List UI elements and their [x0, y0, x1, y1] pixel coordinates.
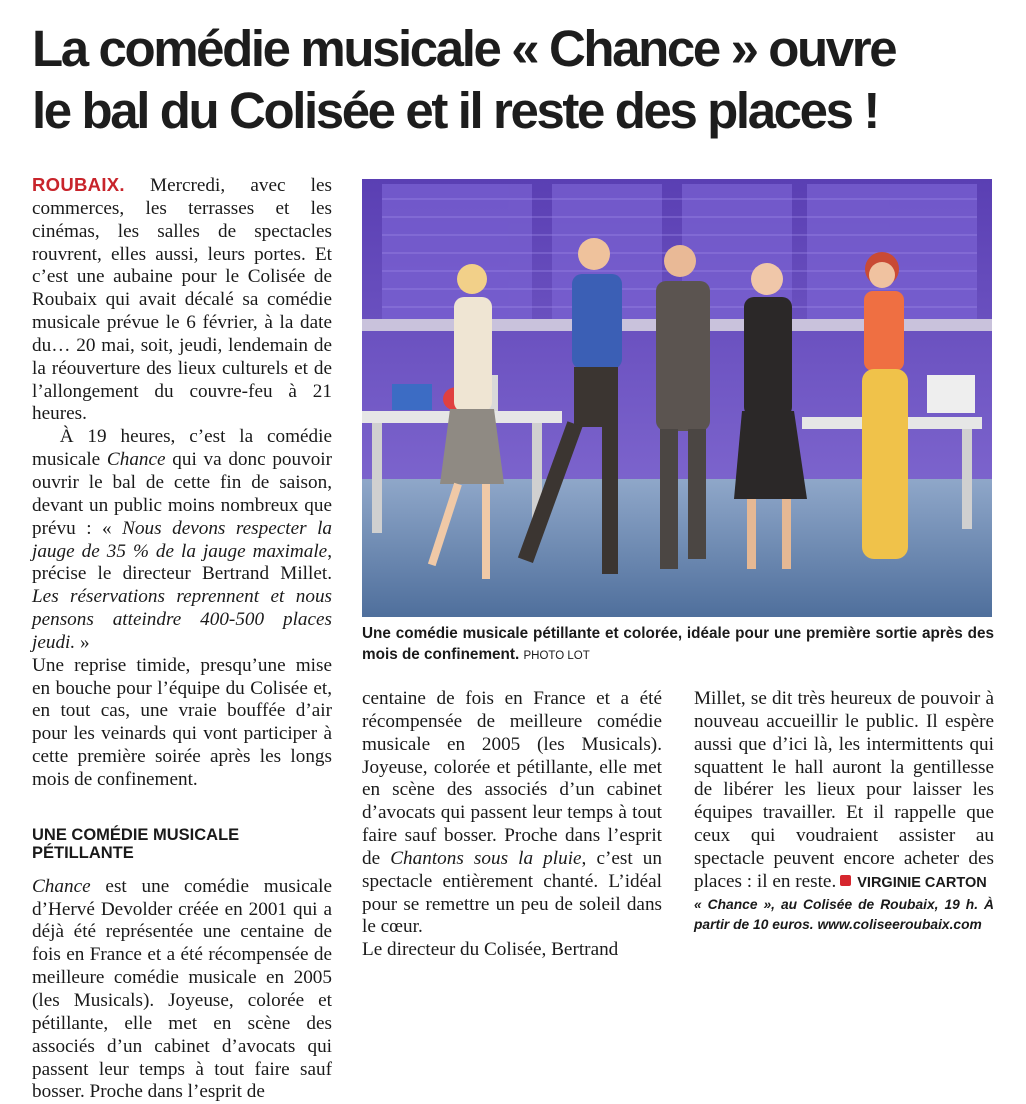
- paragraph-3: Une reprise timide, presqu’une mise en bouche pour l’équipe du Colisée et, en tout cas, une vraie bouffée d’air pour les veinards qui vont participer à cette première soirée après les longs mois de confinement.: [32, 654, 332, 790]
- paragraph-1-text: Mercredi, avec les commerces, les terrasses et les cinémas, les salles de spectacles rouvrent, elles aussi, leurs portes. Et c’est une aubaine pour le Colisée de Roubaix qui avait décalé sa comédie musicale prévue le 6 février, à la date du… 20 mai, soit, jeudi, lendemain de la réouverture des lieux culturels et de l’allongement du couvre-feu à 21 heures.: [32, 175, 332, 425]
- article-column-2: [362, 688, 662, 962]
- paragraph-2-text: À 19 heures, c’est la comédie musicale: [32, 426, 332, 471]
- kicker: ROUBAIX.: [32, 174, 125, 195]
- headline-line-1: La comédie musicale « Chance » ouvre: [32, 20, 896, 77]
- photo-credit: PHOTO LOT: [523, 650, 590, 662]
- paragraph-5-continued: [694, 688, 994, 895]
- paragraph-4-rest: , c’est un spectacle entièrement chanté. L’idéal pour se remettre un peu de soleil dans le cœur.: [362, 847, 662, 938]
- subhead: UNE COMÉDIE MUSICALE PÉTILLANTE: [32, 825, 240, 862]
- quote-part-1: Nous devons respecter la jauge de 35 % de la jauge maximale: [32, 517, 333, 562]
- article-column-1: [32, 174, 332, 1104]
- article-column-3: [694, 688, 994, 935]
- paragraph-2-rest: qui va donc pouvoir ouvrir le bal de cette fin de saison, devant un public moins nombreux que prévu :: [32, 449, 333, 539]
- paragraph-1: [32, 174, 332, 426]
- show-title-2: Chance: [32, 875, 91, 897]
- quote-attribution: , précise le directeur Bertrand Millet.: [32, 540, 332, 585]
- headline-line-2: le bal du Colisée et il reste des places !: [32, 82, 878, 139]
- quote-part-2: Les réservations reprennent et nous pensons atteindre 400-500 places jeudi.: [32, 586, 332, 653]
- photo-caption: [362, 623, 994, 667]
- paragraph-2: [32, 426, 332, 654]
- paragraph-5-text: Millet, se dit très heureux de pouvoir à nouveau accueillir le public. Il espère aussi que d’ici là, les intermittents qui squattent le hall auront la gentillesse de libérer les lieux pour laisser les équipes travailler. Et il rappelle que ceux qui voudraient assister au spectacle peuvent encore acheter des places : il en reste.: [694, 688, 994, 892]
- paragraph-4-continued: centaine de fois en France et a été récompensée de meilleure comédie musicale en 2005 (les Musicals). Joyeuse, colorée et pétillante, elle met en scène des associés d’un cabinet d’avocats qui passent leur temps à tout faire sauf bosser. Proche dans l’esprit de Chantons sous la pluie, c’est un spectacle entièrement chanté. L’idéal pour se remettre un peu de soleil dans le cœur.: [362, 688, 662, 938]
- stage-photo: [362, 179, 992, 617]
- show-title: Chance: [106, 449, 166, 471]
- paragraph-5-start: Le directeur du Colisée, Bertrand: [362, 939, 619, 961]
- paragraph-4-text: est une comédie musicale d’Hervé Devolder créée en 2001 qui a déjà été représentée une centaine de fois en France et a été récompensée de meilleure comédie musicale en 2005 (les Musicals). Joyeuse, colorée et pétillante, elle met en scène des associés d’un cabinet d’avocats qui passent leur temps à tout faire sauf bosser. Proche dans l’esprit de: [32, 875, 332, 1103]
- quote-open: «: [102, 517, 112, 539]
- stage-photo-illustration: [362, 179, 992, 617]
- author-signature: VIRGINIE CARTON: [857, 874, 987, 891]
- paragraph-4-start: [32, 876, 332, 1104]
- headline: [32, 18, 1002, 142]
- signature-marker-icon: [840, 875, 851, 886]
- event-info: « Chance », au Colisée de Roubaix, 19 h. À partir de 10 euros. www.coliseeroubaix.com: [694, 896, 994, 932]
- film-reference: Chantons sous la pluie: [390, 847, 582, 869]
- caption-text: Une comédie musicale pétillante et colorée, idéale pour une première sortie après des mois de confinement.: [362, 625, 994, 663]
- quote-close: »: [79, 631, 90, 653]
